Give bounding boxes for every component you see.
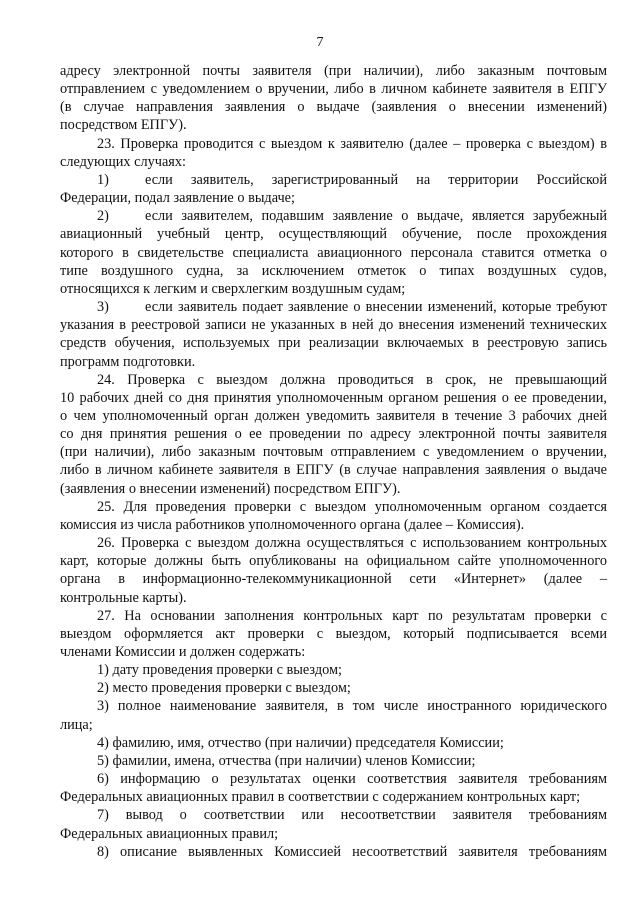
text-line xyxy=(60,116,607,134)
text-line xyxy=(60,534,607,552)
text-line xyxy=(60,62,607,80)
line-text: карт, которые должны быть опубликованы на официальном сайте уполномоченного xyxy=(60,553,607,570)
text-line xyxy=(60,661,607,679)
line-text: Федеральных авиационных правил; xyxy=(60,825,279,842)
line-text: отправлением с уведомлением о вручении, либо в личном кабинете заявителя в ЕПГУ xyxy=(60,81,607,98)
line-text: программ подготовки. xyxy=(60,353,196,370)
text-line xyxy=(60,353,607,371)
text-line xyxy=(60,734,607,752)
line-text: выездом оформляется акт проверки с выездом, который подписывается всеми xyxy=(60,625,607,642)
text-line xyxy=(60,171,607,189)
line-text: относящихся к легким и сверхлегким воздушным судам; xyxy=(60,280,406,297)
page-number: 7 xyxy=(316,35,324,50)
text-line xyxy=(60,207,607,225)
text-line xyxy=(60,825,607,843)
text-line xyxy=(60,316,607,334)
line-text: контрольные карты). xyxy=(60,589,187,606)
text-line xyxy=(60,80,607,98)
line-text: лица; xyxy=(60,716,93,733)
line-text: 8) описание выявленных Комиссией несоответствий заявителя требованиям xyxy=(97,843,607,860)
text-line xyxy=(60,407,607,425)
line-text: средств обучения, используемых при реализации включаемых в реестровую запись xyxy=(60,335,607,352)
line-text: 3) полное наименование заявителя, в том числе иностранного юридического xyxy=(97,698,607,715)
text-line xyxy=(60,498,607,516)
line-text: типе воздушного судна, за исключением отметок о типах воздушных судов, xyxy=(60,262,607,279)
text-line xyxy=(60,516,607,534)
list-number: 2) xyxy=(97,208,109,225)
text-line xyxy=(60,589,607,607)
text-line xyxy=(60,643,607,661)
text-line xyxy=(60,480,607,498)
text-line xyxy=(60,389,607,407)
text-line xyxy=(60,570,607,588)
text-line xyxy=(60,843,607,861)
line-text: 26. Проверка с выездом должна осуществляться с использованием контрольных xyxy=(97,535,607,552)
line-text: адресу электронной почты заявителя (при наличии), либо заказным почтовым xyxy=(60,63,607,79)
line-text: Федерации, подал заявление о выдаче; xyxy=(60,190,295,207)
line-text: 2) место проведения проверки с выездом; xyxy=(97,680,351,697)
line-text: следующих случаях: xyxy=(60,153,186,170)
line-text: членами Комиссии и должен содержать: xyxy=(60,644,306,660)
line-text: если заявитель, зарегистрированный на территории Российской xyxy=(145,171,607,188)
line-text: (при наличии), либо заказным почтовым отправлением с уведомлением о вручении, xyxy=(60,444,607,461)
line-text: если заявителем, подавшим заявление о выдаче, является зарубежный xyxy=(145,208,607,225)
line-text: которого в свидетельстве специалиста авиационного персонала ставится отметка о xyxy=(60,244,607,261)
line-text: органа в информационно-телекоммуникационной сети «Интернет» (далее – xyxy=(60,571,607,588)
line-text: 4) фамилию, имя, отчество (при наличии) председателя Комиссии; xyxy=(97,734,504,751)
text-line xyxy=(60,461,607,479)
line-text: 25. Для проведения проверки с выездом уполномоченным органом создается xyxy=(97,498,607,515)
text-line xyxy=(60,189,607,207)
line-text: указания в реестровой записи не указанных в ней до внесения изменений технических xyxy=(60,317,607,334)
text-line xyxy=(60,752,607,770)
text-line xyxy=(60,244,607,262)
line-text: Федеральных авиационных правил в соответствии с содержанием контрольных карт; xyxy=(60,789,581,806)
line-text: 6) информацию о результатах оценки соответствия заявителя требованиям xyxy=(97,771,607,788)
text-line xyxy=(60,806,607,824)
text-line xyxy=(60,425,607,443)
line-text: 23. Проверка проводится с выездом к заявителю (далее – проверка с выездом) в xyxy=(97,135,607,152)
text-line xyxy=(60,697,607,715)
line-text: со дня принятия решения о ее проведении по адресу электронной почты заявителя xyxy=(60,426,607,443)
text-line xyxy=(60,280,607,298)
line-text: 10 рабочих дней со дня принятия уполномоченным органом решения о ее проведении, xyxy=(60,389,607,406)
list-number: 3) xyxy=(97,299,109,316)
line-text: (заявления о внесении изменений) посредством ЕПГУ). xyxy=(60,480,401,497)
text-line xyxy=(60,770,607,788)
text-line xyxy=(60,262,607,280)
line-text: 27. На основании заполнения контрольных карт по результатам проверки с xyxy=(97,607,607,624)
line-text: либо в личном кабинете заявителя в ЕПГУ (в случае направления заявления о выдаче xyxy=(60,462,607,479)
text-line xyxy=(60,625,607,643)
text-line xyxy=(60,135,607,153)
line-text: комиссия из числа работников уполномоченного органа (далее – Комиссия). xyxy=(60,516,525,533)
line-text: посредством ЕПГУ). xyxy=(60,117,187,134)
line-text: 24. Проверка с выездом должна проводиться в срок, не превышающий xyxy=(97,371,607,388)
text-line xyxy=(60,552,607,570)
line-text: 7) вывод о соответствии или несоответствии заявителя требованиям xyxy=(97,807,607,824)
text-line xyxy=(60,607,607,625)
line-text: о чем уполномоченный орган должен уведомить заявителя в течение 3 рабочих дней xyxy=(60,407,607,424)
text-line xyxy=(60,153,607,171)
text-line xyxy=(60,334,607,352)
list-number: 1) xyxy=(97,171,109,188)
text-line xyxy=(60,371,607,389)
text-line xyxy=(60,98,607,116)
text-line xyxy=(60,788,607,806)
document-body xyxy=(60,62,607,861)
line-text: 5) фамилии, имена, отчества (при наличии) членов Комиссии; xyxy=(97,752,476,769)
line-text: 1) дату проведения проверки с выездом; xyxy=(97,662,342,679)
text-line xyxy=(60,298,607,316)
line-text: если заявитель подает заявление о внесении изменений, которые требуют xyxy=(145,299,607,316)
text-line xyxy=(60,679,607,697)
text-line xyxy=(60,443,607,461)
text-line xyxy=(60,716,607,734)
line-text: (в случае направления заявления о выдаче (заявления о внесении изменений) xyxy=(60,99,607,116)
text-line xyxy=(60,225,607,243)
line-text: авиационный учебный центр, осуществляющий обучение, после прохождения xyxy=(60,226,607,243)
